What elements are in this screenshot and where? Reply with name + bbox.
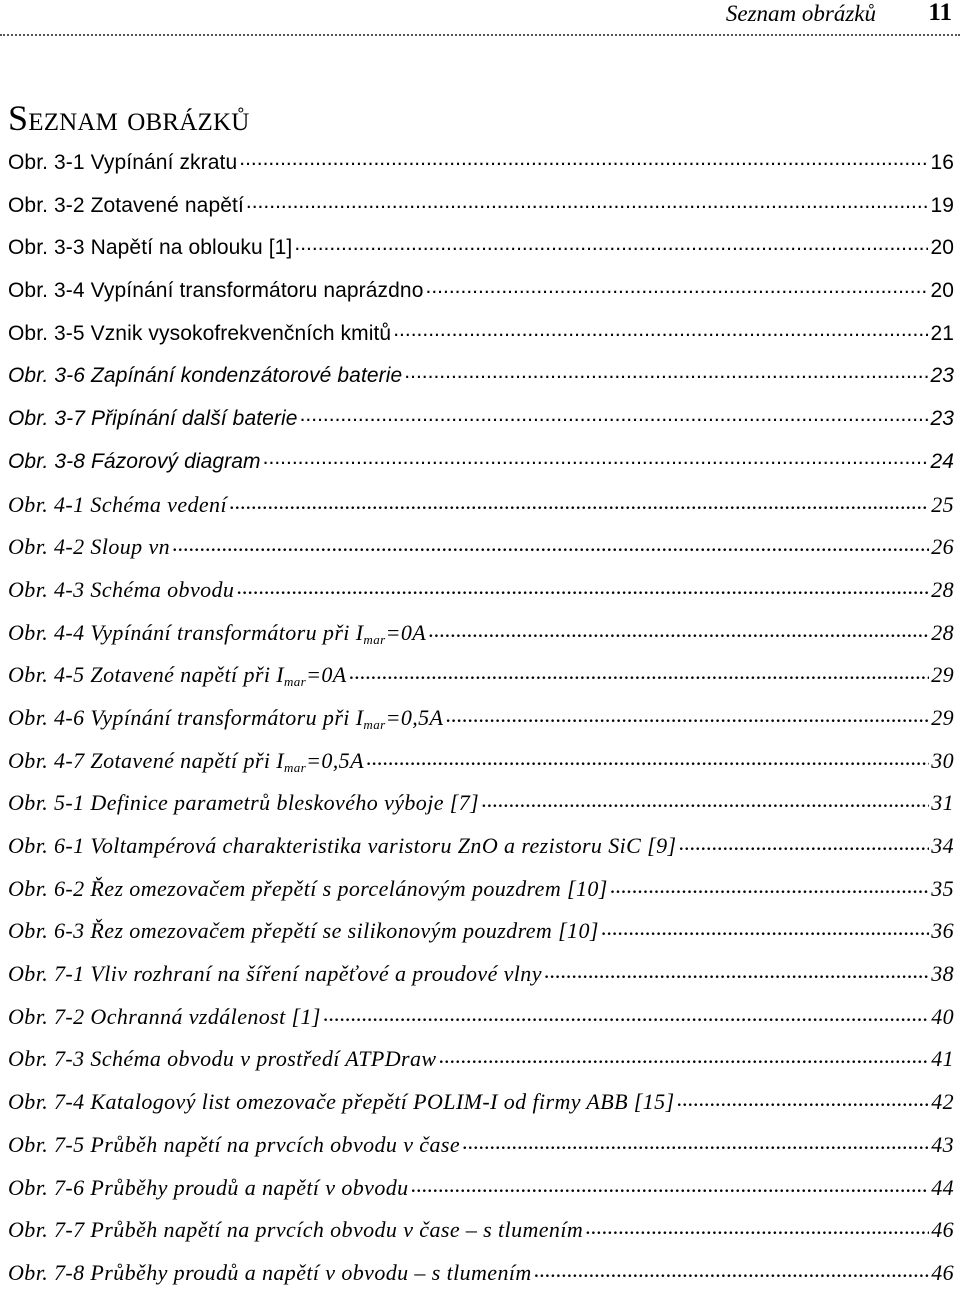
toc-entry-label: Obr. 7-7 Průběh napětí na prvcích obvodu v čase – s tlumením <box>8 1217 584 1243</box>
toc-entry-page: 28 <box>931 619 954 645</box>
toc-entry[interactable] <box>8 1088 954 1131</box>
dot-leader <box>438 1048 929 1066</box>
toc-entry-page: 28 <box>931 576 954 602</box>
toc-entry[interactable] <box>8 1045 954 1088</box>
toc-entry-page: 34 <box>931 833 954 858</box>
toc-entry-page: 20 <box>930 279 954 303</box>
dot-leader <box>610 878 929 896</box>
dot-leader <box>236 579 929 597</box>
dot-leader <box>366 750 929 768</box>
toc-entry-label: Obr. 6-3 Řez omezovačem přepětí se silikonovým pouzdrem [10] <box>8 918 599 944</box>
toc-entry-label <box>8 661 347 689</box>
toc-entry[interactable] <box>8 875 954 918</box>
toc-entry-page: 41 <box>931 1046 954 1072</box>
running-header <box>0 0 960 36</box>
toc-entry[interactable] <box>8 149 954 192</box>
toc-entry-label: Obr. 5-1 Definice parametrů bleskového výboje [7] <box>8 790 480 816</box>
toc-entry[interactable] <box>8 320 954 363</box>
toc-entry-page: 21 <box>930 321 954 345</box>
toc-entry-page: 31 <box>931 790 954 816</box>
toc-entry-page: 19 <box>930 193 954 217</box>
dot-leader <box>678 835 929 853</box>
toc-entry-label: Obr. 7-2 Ochranná vzdálenost [1] <box>8 1003 321 1029</box>
toc-entry-label: Obr. 4-3 Schéma obvodu <box>8 576 235 602</box>
dot-leader <box>585 1219 929 1237</box>
toc-entry[interactable] <box>8 661 954 704</box>
toc-entry[interactable] <box>8 234 954 277</box>
subscript: mar <box>363 631 386 647</box>
toc-entry[interactable] <box>8 1259 954 1302</box>
toc-entry-label: Obr. 7-3 Schéma obvodu v prostředí ATPDraw <box>8 1046 437 1072</box>
toc-entry-label: Obr. 3-8 Fázorový diagram <box>8 449 261 473</box>
toc-entry-page: 38 <box>931 961 954 987</box>
toc-entry-page: 29 <box>931 662 954 688</box>
toc-entry-label: Obr. 3-5 Vznik vysokofrekvenčních kmitů <box>8 321 392 345</box>
dot-leader <box>300 407 929 425</box>
toc-entry-label: Obr. 3-7 Připínání další baterie <box>8 407 298 431</box>
dot-leader <box>172 536 929 554</box>
toc-entry-label: Obr. 3-6 Zapínání kondenzátorové baterie <box>8 364 403 388</box>
toc-entry-label: Obr. 7-5 Průběh napětí na prvcích obvodu v čase <box>8 1131 460 1157</box>
toc-entry-label <box>8 704 443 732</box>
toc-entry[interactable] <box>8 362 954 405</box>
dot-leader <box>393 322 928 340</box>
subscript: mar <box>283 759 307 775</box>
toc-entry-label: Obr. 7-6 Průběhy proudů a napětí v obvodu <box>8 1174 409 1200</box>
dot-leader <box>534 1262 930 1280</box>
toc-entry-page: 35 <box>931 875 954 901</box>
toc-entry[interactable] <box>8 491 954 534</box>
toc-entry-label: Obr. 7-1 Vliv rozhraní na šíření napěťové a proudové vlny <box>8 961 542 987</box>
toc-entry-page: 42 <box>931 1089 954 1115</box>
toc-entry-page: 20 <box>930 236 954 260</box>
toc-entry-label-text: Obr. 4-6 Vypínání transformátoru při I <box>8 704 364 730</box>
toc-entry[interactable] <box>8 405 954 448</box>
dot-leader <box>544 963 929 981</box>
toc-entry[interactable] <box>8 576 954 619</box>
dot-leader <box>428 622 929 640</box>
toc-entry[interactable] <box>8 832 954 875</box>
dot-leader <box>677 1091 930 1109</box>
toc-entry-label: Obr. 7-4 Katalogový list omezovače přepětí POLIM-I od firmy ABB [15] <box>8 1089 675 1115</box>
running-title: Seznam obrázků <box>725 1 876 26</box>
subscript: mar <box>363 716 386 732</box>
dot-leader <box>246 194 929 212</box>
toc-entry[interactable] <box>8 533 954 576</box>
list-of-figures <box>8 149 954 1302</box>
toc-entry-label-text: Obr. 4-5 Zotavené napětí při I <box>8 662 284 688</box>
subscript: mar <box>283 674 307 690</box>
toc-entry-label: Obr. 4-1 Schéma vedení <box>8 491 227 517</box>
dot-leader <box>481 792 929 810</box>
toc-entry-label: Obr. 6-1 Voltampérová charakteristika varistoru ZnO a rezistoru SiC [9] <box>8 833 677 858</box>
toc-entry-label: Obr. 4-2 Sloup vn <box>8 534 171 560</box>
toc-entry[interactable] <box>8 1131 954 1174</box>
dot-leader <box>323 1006 929 1024</box>
toc-entry-page: 36 <box>931 918 954 944</box>
toc-entry-label-text: =0A <box>385 619 427 645</box>
toc-entry-label <box>8 747 364 775</box>
toc-entry-label: Obr. 3-2 Zotavené napětí <box>8 193 244 217</box>
dot-leader <box>404 364 928 382</box>
toc-entry[interactable] <box>8 1003 954 1046</box>
dot-leader <box>239 151 928 169</box>
toc-entry-page: 29 <box>931 704 954 730</box>
toc-entry[interactable] <box>8 192 954 235</box>
toc-entry-page: 40 <box>931 1003 954 1029</box>
toc-entry-page: 43 <box>931 1131 954 1157</box>
toc-entry-label: Obr. 7-8 Průběhy proudů a napětí v obvodu – s tlumením <box>8 1259 532 1285</box>
toc-entry[interactable] <box>8 1174 954 1217</box>
toc-entry-page: 46 <box>931 1217 954 1243</box>
dot-leader <box>462 1134 929 1152</box>
toc-entry-label: Obr. 3-1 Vypínání zkratu <box>8 151 238 174</box>
toc-entry-label-text: =0,5A <box>306 747 364 773</box>
section-title: Seznam obrázků <box>8 98 250 138</box>
toc-entry-page: 16 <box>930 151 954 174</box>
toc-entry-page: 30 <box>931 747 954 773</box>
toc-entry-label: Obr. 3-3 Napětí na oblouku [1] <box>8 236 293 260</box>
dot-leader <box>411 1177 930 1195</box>
toc-entry[interactable] <box>8 448 954 491</box>
toc-entry-page: 44 <box>931 1174 954 1200</box>
dot-leader <box>229 494 929 512</box>
dot-leader <box>445 707 929 725</box>
dot-leader <box>601 920 929 938</box>
dot-leader <box>425 279 928 297</box>
toc-entry-label <box>8 619 426 647</box>
toc-entry[interactable] <box>8 277 954 320</box>
toc-entry-page: 25 <box>931 491 954 517</box>
toc-entry[interactable] <box>8 917 954 960</box>
toc-entry[interactable] <box>8 619 954 662</box>
toc-entry-label-text: Obr. 4-7 Zotavené napětí při I <box>8 747 284 773</box>
dot-leader <box>349 664 930 682</box>
toc-entry-page: 23 <box>930 364 954 388</box>
toc-entry-label-text: Obr. 4-4 Vypínání transformátoru při I <box>8 619 364 645</box>
toc-entry-page: 26 <box>931 534 954 560</box>
toc-entry-page: 46 <box>931 1259 954 1285</box>
toc-entry[interactable] <box>8 747 954 790</box>
dot-leader <box>294 236 928 254</box>
toc-entry[interactable] <box>8 789 954 832</box>
toc-entry-page: 24 <box>930 449 954 473</box>
toc-entry-label-text: =0A <box>306 662 347 688</box>
page-number: 11 <box>928 0 952 26</box>
toc-entry-page: 23 <box>930 407 954 431</box>
toc-entry[interactable] <box>8 704 954 747</box>
dot-leader <box>263 450 929 468</box>
toc-entry[interactable] <box>8 1216 954 1259</box>
toc-entry-label: Obr. 3-4 Vypínání transformátoru naprázdno <box>8 279 424 303</box>
toc-entry-label: Obr. 6-2 Řez omezovačem přepětí s porcelánovým pouzdrem [10] <box>8 875 608 901</box>
toc-entry[interactable] <box>8 960 954 1003</box>
toc-entry-label-text: =0,5A <box>385 704 444 730</box>
